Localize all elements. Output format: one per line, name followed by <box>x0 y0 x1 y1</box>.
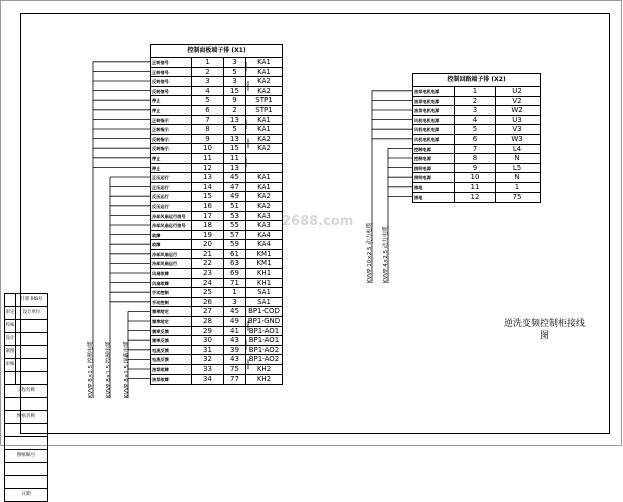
cable-label-4: KVVP 10×2.5 动力电缆 <box>367 222 373 283</box>
title-block-key: 制图 <box>5 349 15 354</box>
x1-terminal-row <box>151 87 282 97</box>
x2-signal-label: 控制电源 <box>414 146 431 152</box>
x1-device-terminal: 45 <box>223 307 245 316</box>
x1-device-terminal: 15 <box>223 87 245 96</box>
x1-device-name: SA1 <box>245 288 282 297</box>
x1-terminal-number: 14 <box>191 183 223 192</box>
x1-terminal-number: 27 <box>191 307 223 316</box>
x1-device-name: BP1-COD <box>245 307 282 316</box>
x1-device-terminal: 43 <box>223 355 245 364</box>
x1-device-name: BP1-AO1 <box>245 327 282 336</box>
x1-device-terminal: 49 <box>223 192 245 201</box>
x2-terminal-row <box>413 154 540 164</box>
x1-terminal-row <box>151 355 282 365</box>
x1-device-terminal: 43 <box>223 336 245 345</box>
x1-device-terminal: 5 <box>223 125 245 134</box>
x1-terminal-number: 34 <box>191 375 223 385</box>
x1-device-name <box>245 164 282 173</box>
x2-device-name: V2 <box>495 97 538 106</box>
x1-signal-label: 反转信号 <box>152 79 169 85</box>
x2-device-name: L4 <box>495 145 538 154</box>
x1-device-terminal: 53 <box>223 212 245 221</box>
x1-terminal-row <box>151 164 282 174</box>
x2-terminal-number: 9 <box>454 164 495 173</box>
title-block-key: 审定 <box>5 310 15 315</box>
x1-signal-label: 正压运行 <box>152 184 169 190</box>
x1-signal-label: 冷却风扇运行信号 <box>152 213 186 219</box>
x2-terminal-row <box>413 87 540 97</box>
x1-signal-label: 反压运行 <box>152 194 169 200</box>
x1-terminal-row <box>151 116 282 126</box>
x1-device-name: KM1 <box>245 259 282 268</box>
x1-device-name: KM1 <box>245 250 282 259</box>
x1-terminal-row <box>151 279 282 289</box>
x1-terminal-row <box>151 250 282 260</box>
x1-device-terminal: 13 <box>223 135 245 144</box>
x1-device-name: BP1-AO1 <box>245 336 282 345</box>
x1-terminal-row <box>151 317 282 327</box>
x1-terminal-row <box>151 68 282 78</box>
x2-device-name: 1 <box>495 183 538 192</box>
x2-device-name: N <box>495 154 538 163</box>
x1-terminal-number: 12 <box>191 164 223 173</box>
x1-terminal-row <box>151 298 282 308</box>
x1-terminal-number: 33 <box>191 365 223 374</box>
x2-terminal-row <box>413 116 540 126</box>
x1-device-name: KA4 <box>245 240 282 249</box>
x1-terminal-row <box>151 231 282 241</box>
x2-terminal-row <box>413 125 540 135</box>
x1-device-name: BP1-GND <box>245 317 282 326</box>
cable-label-2: KVVP 8×1.5 控制电缆 <box>106 341 112 398</box>
x1-device-name: KH1 <box>245 279 282 288</box>
x1-device-terminal: 71 <box>223 279 245 288</box>
x2-terminal-number: 2 <box>454 97 495 106</box>
x2-terminal-row <box>413 145 540 155</box>
x1-terminal-number: 26 <box>191 298 223 307</box>
x1-signal-label: 手动控制 <box>152 299 169 305</box>
x1-device-name: KA1 <box>245 183 282 192</box>
x1-signal-label: 风扇故障 <box>152 271 169 277</box>
x1-device-name: KA4 <box>245 231 282 240</box>
x1-terminal-row <box>151 135 282 145</box>
x2-device-name: 75 <box>495 193 538 203</box>
x2-device-name: W2 <box>495 106 538 115</box>
x1-device-terminal: 61 <box>223 250 245 259</box>
x1-signal-label: 正转信号 <box>152 60 169 65</box>
x1-device-terminal: 75 <box>223 365 245 374</box>
drawing-title <box>504 318 585 342</box>
x2-signal-label: 风机电机电源 <box>414 136 440 142</box>
x2-terminal-row <box>413 97 540 107</box>
cable-label-1: KVVP 8×1.5 控制电缆 <box>88 341 94 398</box>
title-block-key: 校核 <box>5 323 15 328</box>
x1-terminal-number: 23 <box>191 269 223 278</box>
x2-terminal-row <box>413 193 540 203</box>
title-block-field <box>5 476 47 489</box>
x1-terminal-number: 3 <box>191 77 223 86</box>
x1-signal-label: 频率反馈 <box>152 328 169 334</box>
x1-device-terminal: 47 <box>223 183 245 192</box>
x1-terminal-number: 20 <box>191 240 223 249</box>
x1-device-name: KA1 <box>245 68 282 77</box>
x1-signal-label: 反转信号 <box>152 88 169 94</box>
x1-terminal-row <box>151 192 282 202</box>
x1-device-terminal: 63 <box>223 259 245 268</box>
title-block-key: 审核 <box>5 362 15 367</box>
x1-signal-label: 正压运行 <box>152 175 169 181</box>
x1-terminal-row <box>151 58 282 68</box>
drawing-title-line1: 逆洗变频控制柜接线 <box>504 319 586 329</box>
x2-signal-label: 照明电源 <box>414 175 431 181</box>
x1-device-name: KA2 <box>245 192 282 201</box>
x1-device-terminal: 59 <box>223 240 245 249</box>
x2-signal-label: 接地 <box>414 194 423 200</box>
x1-device-terminal: 3 <box>223 58 245 67</box>
terminal-strip-x1 <box>150 44 283 385</box>
x2-signal-label: 风机电机电源 <box>414 127 440 133</box>
x2-terminal-number: 8 <box>454 154 495 163</box>
x2-signal-label: 控制电源 <box>414 156 431 162</box>
x1-terminal-number: 6 <box>191 106 223 115</box>
x1-device-name: KA2 <box>245 135 282 144</box>
title-block-field: 图纸编号 <box>5 450 47 463</box>
x1-signal-label: 冷却风扇运行 <box>152 251 178 257</box>
x1-device-terminal: 39 <box>223 346 245 355</box>
x1-terminal-number: 2 <box>191 68 223 77</box>
x1-signal-label: 风扇故障 <box>152 280 169 286</box>
x1-terminal-row <box>151 259 282 269</box>
x1-terminal-row <box>151 327 282 337</box>
x1-terminal-number: 21 <box>191 250 223 259</box>
x1-device-terminal: 2 <box>223 106 245 115</box>
x2-terminal-number: 10 <box>454 173 495 182</box>
x1-signal-label: 停止 <box>152 107 161 113</box>
x1-terminal-number: 22 <box>191 259 223 268</box>
x2-terminal-number: 4 <box>454 116 495 125</box>
cable-label-3: KVVP 8×1.5 屏蔽电缆 <box>124 341 130 398</box>
x2-device-name: U2 <box>495 87 538 96</box>
x2-signal-label: 照明电源 <box>414 165 431 171</box>
x2-terminal-number: 6 <box>454 135 495 144</box>
x1-device-name: BP1-AO2 <box>245 355 282 364</box>
x1-device-name: KH2 <box>245 365 282 374</box>
x1-terminal-row <box>151 365 282 375</box>
x1-signal-label: 冷却风扇运行 <box>152 261 178 267</box>
x1-device-name: KA3 <box>245 221 282 230</box>
title-block-field: 工程名称 <box>5 385 47 398</box>
title-block-field: 图纸名称 <box>5 411 47 424</box>
x1-signal-label: 正转指示 <box>152 127 169 133</box>
drawing-title-line2: 图 <box>540 331 550 341</box>
x1-device-terminal: 13 <box>223 164 245 173</box>
x1-device-terminal: 69 <box>223 269 245 278</box>
x2-terminal-row <box>413 135 540 145</box>
terminal-strip-x2-title: 控制回路端子排 (X2) <box>413 74 540 87</box>
x1-device-name: KH2 <box>245 375 282 385</box>
title-block-field <box>5 463 47 476</box>
x2-terminal-number: 1 <box>454 87 495 96</box>
x1-terminal-number: 4 <box>191 87 223 96</box>
x1-signal-label: 频率给定 <box>152 319 169 325</box>
x1-terminal-number: 7 <box>191 116 223 125</box>
x2-device-name: W3 <box>495 135 538 144</box>
x1-terminal-number: 18 <box>191 221 223 230</box>
x1-signal-label: 正转指示 <box>152 117 169 123</box>
x2-signal-label: 接地 <box>414 184 423 190</box>
x1-terminal-number: 25 <box>191 288 223 297</box>
cable-label-5: KVVP 4×2.5 动力电缆 <box>383 226 389 283</box>
x1-terminal-row <box>151 346 282 356</box>
x2-terminal-row <box>413 173 540 183</box>
x2-terminal-row <box>413 183 540 193</box>
x1-device-name: KA3 <box>245 212 282 221</box>
x2-terminal-number: 12 <box>454 193 495 203</box>
x1-terminal-number: 24 <box>191 279 223 288</box>
x1-terminal-row <box>151 375 282 385</box>
x1-terminal-number: 32 <box>191 355 223 364</box>
x1-device-terminal: 9 <box>223 96 245 105</box>
x1-terminal-row <box>151 212 282 222</box>
x2-device-name: U3 <box>495 116 538 125</box>
x1-terminal-number: 31 <box>191 346 223 355</box>
x1-signal-label: 手动控制 <box>152 290 169 296</box>
x2-terminal-number: 3 <box>454 106 495 115</box>
x1-device-terminal: 11 <box>223 154 245 163</box>
terminal-strip-x1-title: 控制面板端子排 (X1) <box>151 45 282 58</box>
x1-terminal-number: 1 <box>191 58 223 67</box>
x1-device-name: KA2 <box>245 87 282 96</box>
x1-signal-label: 停止 <box>152 165 161 171</box>
x2-signal-label: 油泵电机电源 <box>414 98 440 104</box>
x1-terminal-row <box>151 202 282 212</box>
x1-device-terminal: 77 <box>223 375 245 385</box>
x1-terminal-number: 8 <box>191 125 223 134</box>
x1-terminal-number: 11 <box>191 154 223 163</box>
x1-terminal-row <box>151 269 282 279</box>
x1-device-name: SA1 <box>245 298 282 307</box>
x1-signal-label: 故障 <box>152 242 161 248</box>
x1-device-terminal: 57 <box>223 231 245 240</box>
title-block-value: 设计单位 <box>15 307 47 319</box>
x1-device-terminal: 1 <box>223 288 245 297</box>
x1-terminal-row <box>151 144 282 154</box>
x2-terminal-number: 7 <box>454 145 495 154</box>
x2-signal-label: 油泵电机电源 <box>414 108 440 114</box>
x2-device-name: L5 <box>495 164 538 173</box>
x1-device-terminal: 15 <box>223 144 245 153</box>
x1-terminal-number: 10 <box>191 144 223 153</box>
x1-device-name: KA2 <box>245 144 282 153</box>
x1-terminal-number: 28 <box>191 317 223 326</box>
x1-terminal-row <box>151 183 282 193</box>
x1-terminal-number: 29 <box>191 327 223 336</box>
x1-terminal-row <box>151 307 282 317</box>
x1-signal-label: 停止 <box>152 155 161 161</box>
x1-device-name: BP1-AO2 <box>245 346 282 355</box>
x2-device-name: N <box>495 173 538 182</box>
x1-device-terminal: 5 <box>223 68 245 77</box>
x1-device-terminal: 3 <box>223 298 245 307</box>
x1-terminal-row <box>151 240 282 250</box>
x1-terminal-row <box>151 154 282 164</box>
x2-terminal-row <box>413 164 540 174</box>
x1-signal-label: 正转信号 <box>152 69 169 75</box>
x1-signal-label: 油泵故障 <box>152 367 169 372</box>
x1-device-terminal: 51 <box>223 202 245 211</box>
x1-signal-label: 故障 <box>152 232 161 238</box>
x1-terminal-number: 30 <box>191 336 223 345</box>
x1-device-terminal: 3 <box>223 77 245 86</box>
x1-signal-label: 停止 <box>152 98 161 104</box>
x1-terminal-row <box>151 173 282 183</box>
x1-terminal-row <box>151 125 282 135</box>
x1-terminal-row <box>151 336 282 346</box>
x1-signal-label: 电流反馈 <box>152 357 169 363</box>
x2-signal-label: 油泵电机电源 <box>414 89 440 94</box>
x1-signal-label: 反压运行 <box>152 203 169 209</box>
x1-signal-label: 冷却风扇运行信号 <box>152 223 186 229</box>
x1-signal-label: 油泵故障 <box>152 376 169 382</box>
x1-device-terminal: 55 <box>223 221 245 230</box>
x1-signal-label: 电流反馈 <box>152 347 169 353</box>
title-block-key: 设计 <box>5 336 15 341</box>
x1-device-name: KA1 <box>245 116 282 125</box>
x1-device-terminal: 41 <box>223 327 245 336</box>
x1-terminal-row <box>151 221 282 231</box>
x2-terminal-row <box>413 106 540 116</box>
x1-signal-label: 频率反馈 <box>152 338 169 344</box>
x1-signal-label: 反转指示 <box>152 136 169 142</box>
x2-signal-label: 风机电机电源 <box>414 117 440 123</box>
title-block-field: 日期 <box>5 489 47 502</box>
x2-device-name: V3 <box>495 125 538 134</box>
x1-terminal-row <box>151 96 282 106</box>
x1-terminal-number: 15 <box>191 192 223 201</box>
x1-signal-label: 反转指示 <box>152 146 169 152</box>
x1-device-name <box>245 154 282 163</box>
x1-terminal-number: 19 <box>191 231 223 240</box>
x1-device-name: KA1 <box>245 125 282 134</box>
x1-device-name: STP1 <box>245 106 282 115</box>
x1-device-name: KA2 <box>245 202 282 211</box>
x1-signal-label: 频率给定 <box>152 309 169 315</box>
x1-device-name: STP1 <box>245 96 282 105</box>
x1-terminal-number: 13 <box>191 173 223 182</box>
x2-terminal-number: 5 <box>454 125 495 134</box>
x1-device-terminal: 45 <box>223 173 245 182</box>
x1-device-name: KA1 <box>245 58 282 67</box>
x1-terminal-row <box>151 288 282 298</box>
x1-device-name: KA2 <box>245 77 282 86</box>
x1-device-terminal: 49 <box>223 317 245 326</box>
x1-terminal-number: 5 <box>191 96 223 105</box>
x1-device-name: KH1 <box>245 269 282 278</box>
x2-terminal-number: 11 <box>454 183 495 192</box>
title-block-value: 计算书编号 <box>15 294 47 306</box>
x1-terminal-number: 16 <box>191 202 223 211</box>
x1-device-name: KA1 <box>245 173 282 182</box>
terminal-strip-x2 <box>412 73 541 203</box>
x1-terminal-number: 9 <box>191 135 223 144</box>
x1-terminal-number: 17 <box>191 212 223 221</box>
x1-device-terminal: 13 <box>223 116 245 125</box>
x1-terminal-row <box>151 77 282 87</box>
watermark-text: 2688.com <box>282 214 354 229</box>
x1-terminal-row <box>151 106 282 116</box>
